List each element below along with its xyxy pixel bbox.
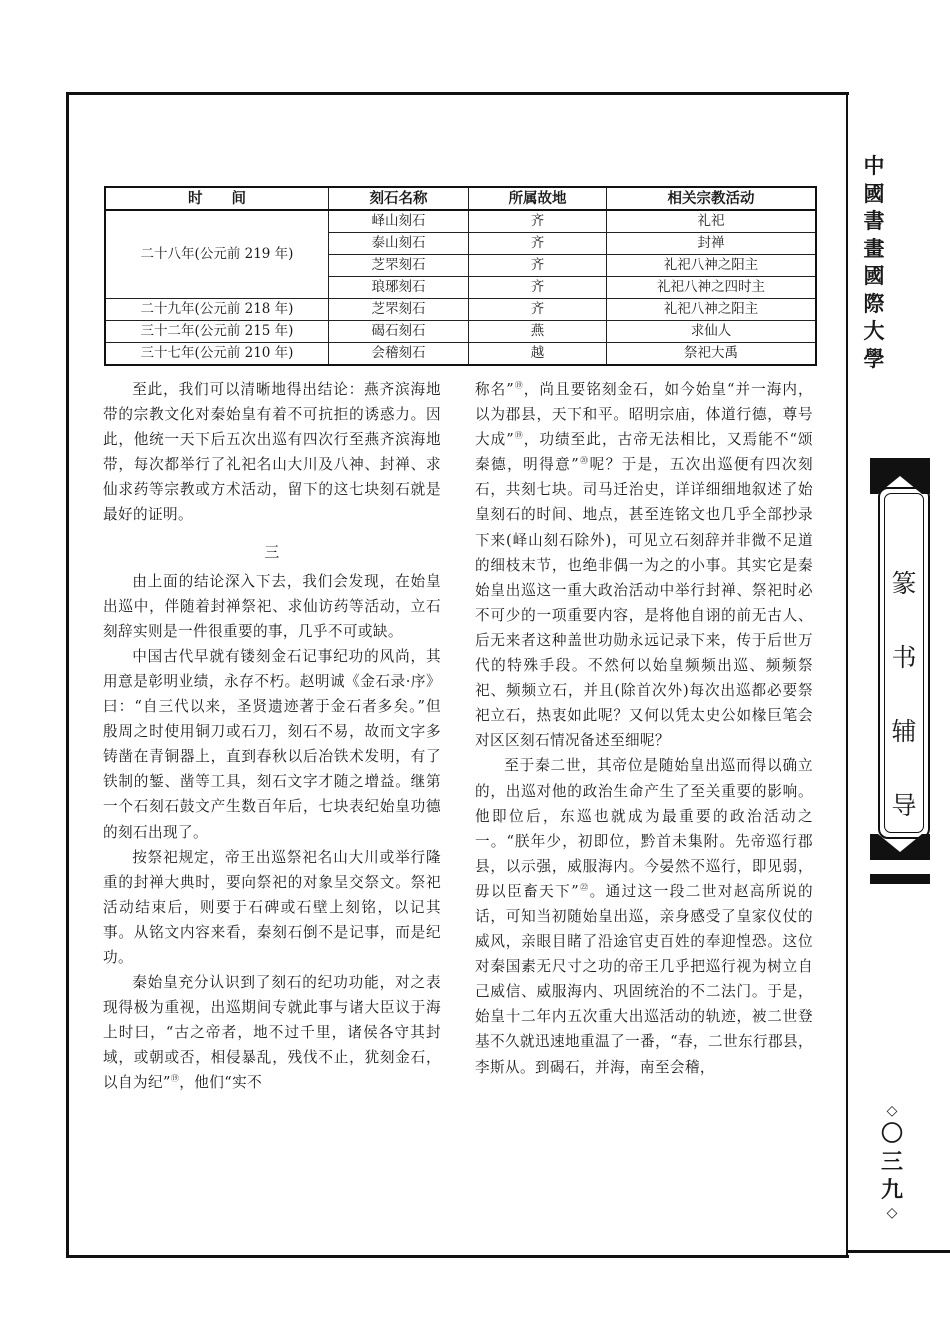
time-cell: 二十九年(公元前 218 年) bbox=[105, 299, 329, 321]
table-cell: 祭祀大禹 bbox=[607, 343, 817, 366]
page-digit-3: 九 bbox=[880, 1177, 903, 1203]
page-digit-2: 三 bbox=[880, 1149, 903, 1175]
school-name-char: 國 bbox=[863, 180, 885, 206]
stone-inscriptions-table bbox=[104, 186, 817, 366]
diamond-icon: ◇ bbox=[886, 1103, 898, 1119]
paragraph: 中国古代早就有镂刻金石记事纪功的风尚，其用意是彰明业绩，永存不朽。赵明诚《金石录·序》曰：“自三代以来，圣贤遗迹著于金石者多矣。”但殷周之时使用铜刀或石刀，刻石不易，故而文字多铸凿在青铜器上，直到春秋以后冶铁术发明，有了铁制的錾、凿等工具，刻石文字才随之增益。继第一个石刻石鼓文产生数百年后，七块表纪始皇功德的刻石出现了。 bbox=[103, 647, 441, 841]
section-char-3: 辅 bbox=[891, 717, 917, 746]
paragraph bbox=[475, 753, 813, 1079]
table-cell: 碣石刻石 bbox=[329, 321, 469, 343]
header-stone-name: 刻石名称 bbox=[329, 187, 469, 210]
table-cell: 琅琊刻石 bbox=[329, 277, 469, 299]
section-char-4: 导 bbox=[891, 791, 917, 820]
header-religious-activity: 相关宗教活动 bbox=[607, 187, 817, 210]
paragraph-text: ，他们“实不 bbox=[179, 1074, 263, 1092]
paragraph bbox=[475, 377, 813, 753]
table-cell: 齐 bbox=[469, 299, 607, 321]
table-cell: 泰山刻石 bbox=[329, 233, 469, 255]
table-row bbox=[105, 321, 816, 343]
page-number-digits bbox=[868, 1120, 916, 1204]
table-cell: 齐 bbox=[469, 233, 607, 255]
table-header-row bbox=[105, 187, 816, 210]
footnote-marker: ㉒ bbox=[579, 883, 590, 893]
left-text-column bbox=[103, 377, 441, 1096]
section-char-2: 书 bbox=[891, 643, 917, 672]
school-name-char: 大 bbox=[863, 318, 885, 343]
table-cell: 越 bbox=[469, 343, 607, 366]
school-name bbox=[858, 152, 890, 372]
decorative-band-bottom bbox=[870, 874, 930, 884]
table-cell: 峄山刻石 bbox=[329, 210, 469, 233]
footnote-marker: ⑳ bbox=[579, 456, 590, 466]
header-time: 时 间 bbox=[105, 187, 329, 210]
page-digit-1: 〇 bbox=[880, 1121, 903, 1147]
paragraph-text: 秦始皇充分认识到了刻石的纪功功能，对之表现得极为重视，出巡期间专就此事与诸大臣议于海上时曰，“古之帝者，地不过千里，诸侯各守其封域，或朝或否，相侵暴乱，残伐不止，犹刻金石，以自为纪” bbox=[103, 974, 441, 1092]
paragraph-text: ，功绩至此，古帝无法相比，又焉能不“颂秦德，明得意” bbox=[475, 431, 813, 474]
section-heading: 三 bbox=[264, 542, 280, 561]
sidebar bbox=[848, 92, 950, 1250]
school-name-char: 際 bbox=[863, 290, 885, 316]
paragraph: 按祭祀规定，帝王出巡祭祀名山大川或举行隆重的封禅大典时，要向祭祀的对象呈交祭文。祭祀活动结束后，则要于石碑或石壁上刻铭，以记其事。从铭文内容来看，秦刻石倒不是记事，而是纪功。 bbox=[103, 848, 441, 966]
footnote-marker: ⑲ bbox=[514, 381, 524, 391]
footnote-marker: ⑲ bbox=[170, 1074, 180, 1084]
school-name-char: 學 bbox=[863, 345, 885, 371]
table-cell: 求仙人 bbox=[607, 321, 817, 343]
table-cell: 齐 bbox=[469, 277, 607, 299]
right-text-column bbox=[475, 377, 813, 1080]
paragraph-text: 。通过这一段二世对赵高所说的话，可知当初随始皇出巡，亲身感受了皇家仪仗的威风，亲眼目睹了沿途官吏百姓的奉迎惶恐。这位对秦国素无尺寸之功的帝王几乎把巡行视为树立自己威信、威服海内、巩固统治的不二法门。于是，始皇十二年内五次重大出巡活动的轨迹，被二世登基不久就迅速地重温了一番，“春，二世东行郡县，李斯从。到碣石，并海，南至会稽， bbox=[475, 882, 813, 1076]
paragraph bbox=[103, 970, 441, 1095]
paragraph-text: ，尚且要铭刻金石，如今始皇“并一海内，以为郡县，天下和平。昭明宗庙，体道行德，尊号大成” bbox=[475, 381, 813, 449]
school-name-char: 國 bbox=[863, 263, 885, 288]
school-name-char: 中 bbox=[863, 153, 885, 178]
table-cell: 会稽刻石 bbox=[329, 343, 469, 366]
band-notch-bottom bbox=[870, 834, 930, 860]
school-name-char: 畫 bbox=[863, 235, 885, 261]
paragraph: 至此，我们可以清晰地得出结论：燕齐滨海地带的宗教文化对秦始皇有着不可抗拒的诱惑力。因此，他统一天下后五次出巡有四次行至燕齐滨海地带，每次都举行了礼祀名山大川及八神、封禅、求仙求药等宗教或方术活动，留下的这七块刻石就是最好的证明。 bbox=[103, 381, 441, 524]
section-char-1: 篆 bbox=[891, 569, 917, 598]
table-row bbox=[105, 343, 816, 366]
paragraph-text: 呢？于是，五次出巡便有四次刻石，共刻七块。司马迁治史，详详细细地叙述了始皇刻石的时间、地点，甚至连铭文也几乎全部抄录下来(峄山刻石除外)，可见立石刻辞并非微不足道的细枝末节，也绝非偶一为之的小事。其实它是秦始皇出巡这一重大政治活动中举行封禅、祭祀时必不可少的一项重要内容，是将他自诩的前无古人、后无来者这种盖世功勋永远记录下来，传于后世万代的特殊手段。不然何以始皇频频出巡、频频祭祀、频频立石，并且(除首次外)每次出巡都必要祭祀立石，热衷如此呢？又何以凭太史公如椽巨笔会对区区刻石情况备述至细呢？ bbox=[475, 456, 813, 750]
table-cell: 齐 bbox=[469, 210, 607, 233]
page-number bbox=[868, 1102, 916, 1222]
header-origin: 所属故地 bbox=[469, 187, 607, 210]
table-row bbox=[105, 210, 816, 233]
diamond-icon: ◇ bbox=[886, 1205, 898, 1221]
time-cell: 三十七年(公元前 210 年) bbox=[105, 343, 329, 366]
table-cell: 芝罘刻石 bbox=[329, 299, 469, 321]
time-cell: 二十八年(公元前 219 年) bbox=[105, 210, 329, 299]
table-cell: 封禅 bbox=[607, 233, 817, 255]
table-cell: 礼祀八神之阳主 bbox=[607, 255, 817, 277]
table-cell: 礼祀八神之四时主 bbox=[607, 277, 817, 299]
table-cell: 芝罘刻石 bbox=[329, 255, 469, 277]
paragraph-text: 称名” bbox=[475, 381, 515, 398]
section-title bbox=[878, 547, 930, 843]
table-cell: 礼祀 bbox=[607, 210, 817, 233]
table-cell: 齐 bbox=[469, 255, 607, 277]
school-name-char: 書 bbox=[863, 208, 885, 233]
table-cell: 礼祀八神之阳主 bbox=[607, 299, 817, 321]
sidebar-bottom-rule bbox=[846, 1250, 950, 1253]
decorative-band-top bbox=[870, 458, 930, 468]
paragraph: 由上面的结论深入下去，我们会发现，在始皇出巡中，伴随着封禅祭祀、求仙访药等活动，立石刻辞实则是一件很重要的事，几乎不可或缺。 bbox=[103, 572, 441, 640]
paragraph-text: 至于秦二世，其帝位是随始皇出巡而得以确立的，出巡对他的政治生命产生了至关重要的影响。他即位后，东巡也就成为最重要的政治活动之一。“朕年少，初即位，黔首未集附。先帝巡行郡县，以示强，威服海内。今晏然不巡行，即见弱，毋以臣畜天下” bbox=[475, 757, 813, 900]
footnote-marker: ⑲ bbox=[514, 431, 524, 441]
table-cell: 燕 bbox=[469, 321, 607, 343]
time-cell: 三十二年(公元前 215 年) bbox=[105, 321, 329, 343]
table-row bbox=[105, 299, 816, 321]
